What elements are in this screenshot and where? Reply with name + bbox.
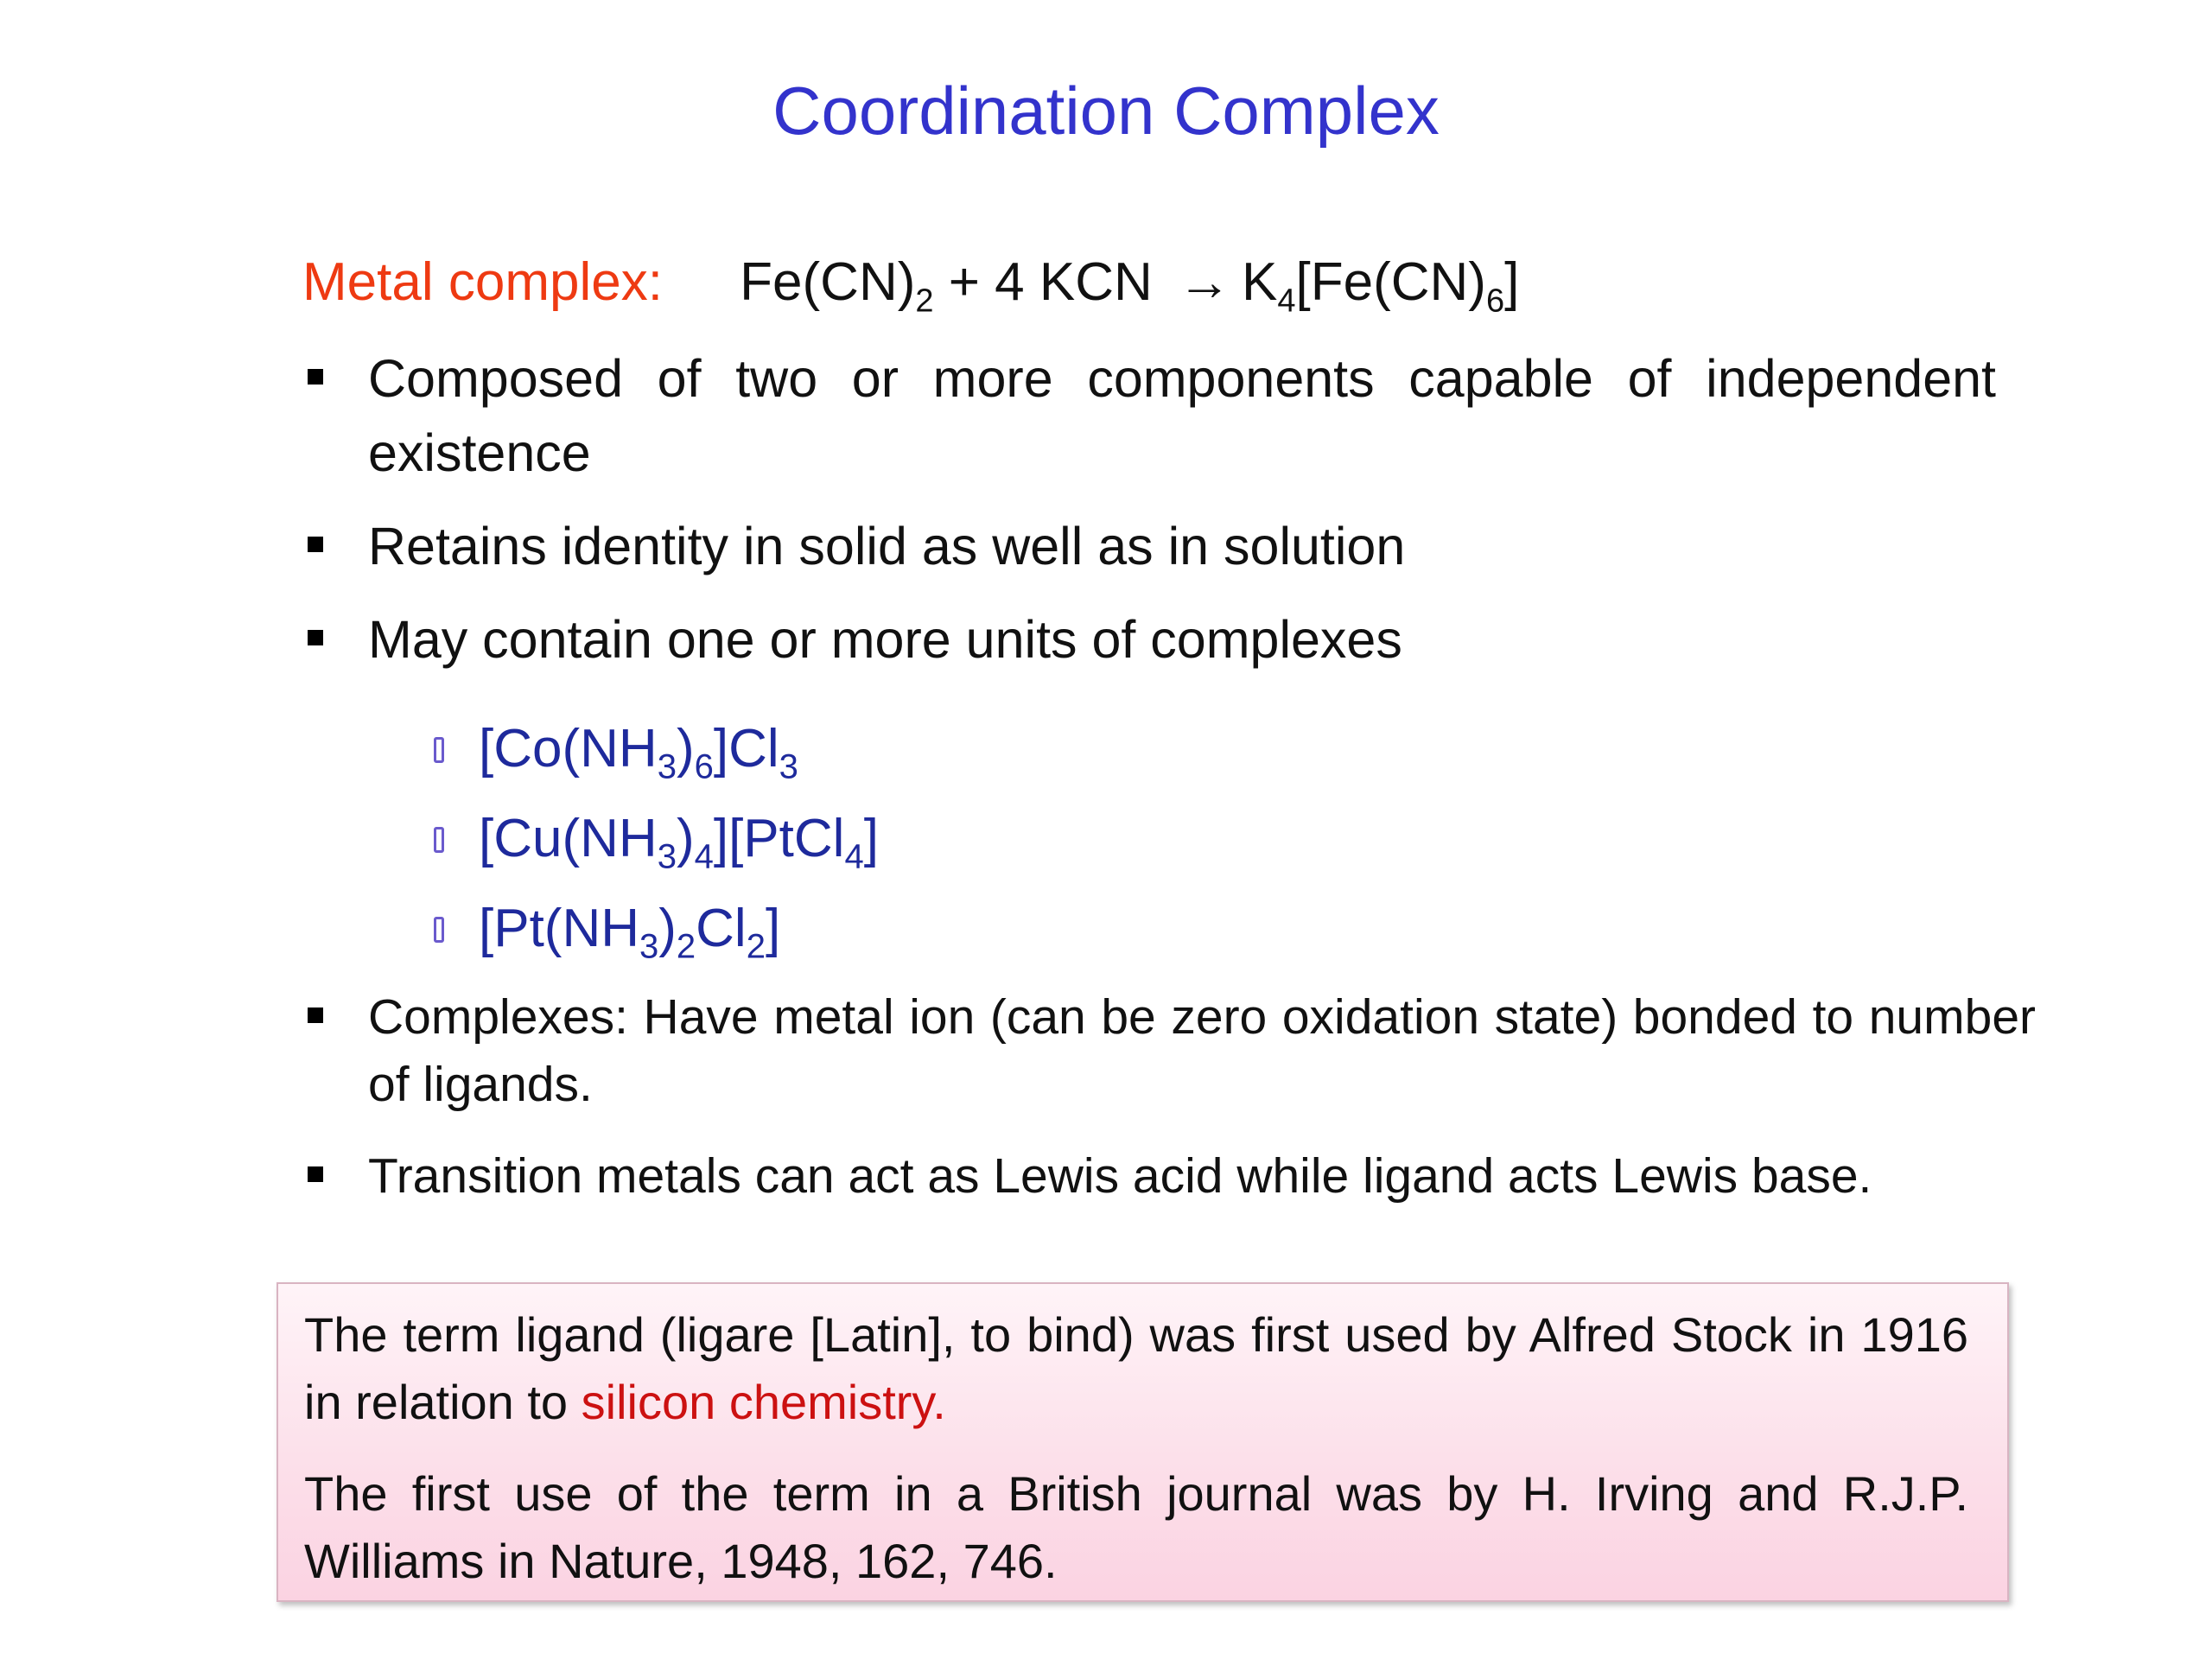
product-prefix: K — [1242, 252, 1278, 312]
bullet-text: Transition metals can act as Lewis acid while ligand acts Lewis base. — [368, 1148, 1872, 1204]
bullet-item — [302, 983, 2036, 1118]
formula-part: ][PtCl — [713, 809, 845, 868]
product-subscript-1: 4 — [1277, 283, 1296, 320]
hollow-bullet-icon — [434, 917, 444, 943]
formula-subscript: 4 — [844, 837, 864, 876]
formula-part: ] — [765, 899, 781, 958]
formula-part: ] — [863, 809, 879, 868]
note-paragraph-2: The first use of the term in a British journal was by H. Irving and R.J.P. Williams in Nature, 1948, 162, 746. — [304, 1466, 1968, 1588]
product-end: ] — [1504, 252, 1520, 312]
bullet-text: Composed of two or more components capable of independent existence — [368, 349, 1996, 482]
complex-example — [430, 704, 879, 794]
reagent-text: + 4 KCN — [948, 252, 1153, 312]
complex-examples-list — [430, 704, 879, 974]
bullet-text: May contain one or more units of complexes — [368, 610, 1402, 669]
note-highlight: silicon chemistry. — [581, 1375, 946, 1429]
ligand-history-note — [276, 1282, 2009, 1602]
square-bullet-icon — [308, 1166, 323, 1182]
formula-subscript: 6 — [694, 747, 714, 786]
reactant-subscript: 2 — [915, 283, 934, 320]
square-bullet-icon — [308, 369, 323, 385]
bullet-text: Retains identity in solid as well as in solution — [368, 517, 1406, 575]
formula-part: [Co(NH — [479, 719, 658, 779]
formula-subscript: 3 — [657, 747, 677, 786]
formula-part: ) — [676, 719, 695, 779]
formula-subscript: 4 — [694, 837, 714, 876]
formula-part: ]Cl — [713, 719, 779, 779]
product-middle: [Fe(CN) — [1295, 252, 1486, 312]
formula-part: ) — [658, 899, 677, 958]
complex-example — [430, 884, 879, 974]
reaction-arrow-icon: → — [1178, 252, 1232, 312]
bullet-item — [302, 1142, 2036, 1210]
bullet-text: Complexes: Have metal ion (can be zero oxidation state) bonded to number of ligands. — [368, 989, 2036, 1112]
bullet-item — [302, 509, 1996, 583]
complex-example — [430, 794, 879, 884]
formula-subscript: 2 — [746, 927, 766, 966]
note-text: The term ligand (ligare [Latin], to bind) was first used by Alfred Stock in 1916 in relation to — [304, 1307, 1968, 1429]
formula-subscript: 3 — [639, 927, 659, 966]
equation-label: Metal complex: — [302, 252, 663, 312]
metal-complex-equation — [302, 251, 1520, 320]
square-bullet-icon — [308, 1007, 323, 1023]
hollow-bullet-icon — [434, 827, 444, 853]
bullet-list-lower — [302, 983, 2036, 1234]
formula-subscript: 3 — [779, 747, 798, 786]
reactant-formula: Fe(CN) — [740, 252, 916, 312]
bullet-item — [302, 602, 1996, 677]
square-bullet-icon — [308, 537, 323, 552]
formula-subscript: 3 — [657, 837, 677, 876]
formula-part: Cl — [696, 899, 747, 958]
formula-part: [Cu(NH — [479, 809, 658, 868]
equation-formula — [740, 252, 1520, 320]
square-bullet-icon — [308, 630, 323, 645]
bullet-item — [302, 341, 1996, 490]
note-paragraph-1 — [304, 1301, 1968, 1436]
slide-title: Coordination Complex — [772, 73, 1440, 149]
hollow-bullet-icon — [434, 737, 444, 763]
formula-subscript: 2 — [676, 927, 696, 966]
bullet-list-upper — [302, 341, 1996, 696]
product-subscript-2: 6 — [1485, 283, 1505, 320]
formula-part: [Pt(NH — [479, 899, 639, 958]
formula-part: ) — [676, 809, 695, 868]
